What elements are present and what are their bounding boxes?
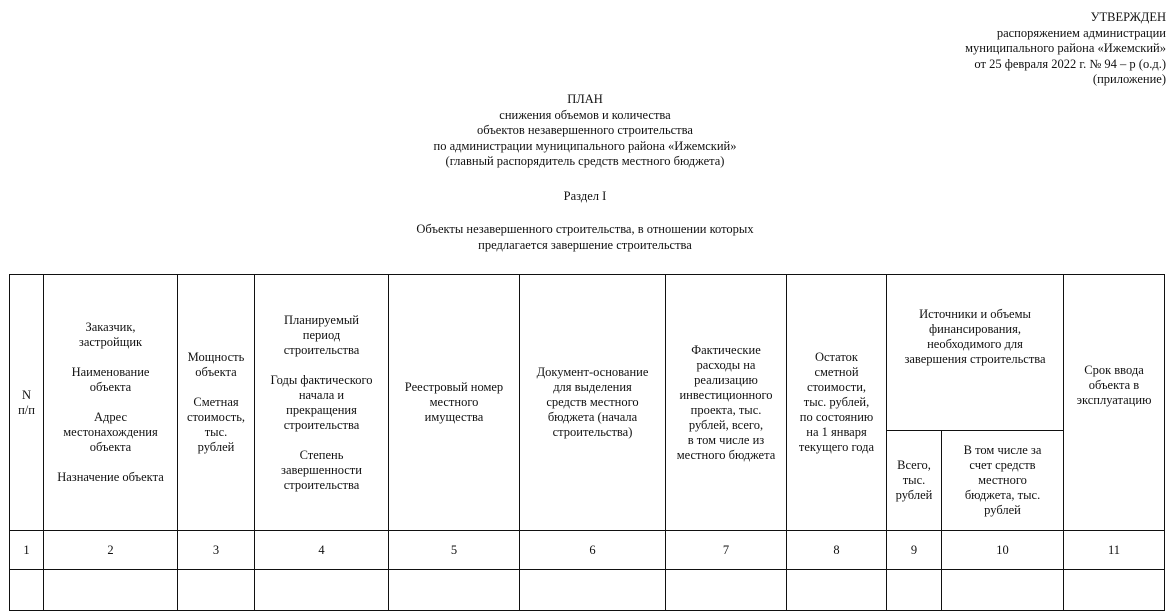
column-number-cell: 8 — [787, 531, 887, 570]
column-number-cell: 6 — [520, 531, 666, 570]
table-header-row — [10, 275, 1165, 431]
header-cell-funding-sources: Источники и объемы финансирования, необходимого для завершения строительства — [887, 275, 1064, 431]
section-desc-line: предлагается завершение строительства — [478, 237, 692, 252]
column-number-cell: 7 — [666, 531, 787, 570]
header-cell-total: Всего, тыс. рублей — [887, 431, 942, 531]
column-number-cell: 3 — [178, 531, 255, 570]
column-number-cell: 5 — [389, 531, 520, 570]
title-line: объектов незавершенного строительства — [477, 123, 693, 137]
column-number-cell: 11 — [1064, 531, 1165, 570]
title-line: снижения объемов и количества — [499, 107, 671, 122]
title-heading: ПЛАН — [567, 92, 603, 106]
header-cell-base-document: Документ-основание для выделения средств местного бюджета (начала строительства) — [520, 275, 666, 531]
document-title — [0, 92, 1170, 170]
header-cell-construction-period: Планируемый период строительства Годы фактического начала и прекращения строительства Степень завершенности строительства — [255, 275, 389, 531]
empty-data-row — [10, 570, 1165, 611]
header-cell-remaining-cost: Остаток сметной стоимости, тыс. рублей, по состоянию на 1 января текущего года — [787, 275, 887, 531]
empty-cell — [787, 570, 887, 611]
approval-date: от 25 февраля 2022 г. № 94 – р (о.д.) — [974, 56, 1166, 71]
title-line: по администрации муниципального района «Ижемский» — [433, 138, 737, 153]
empty-cell — [520, 570, 666, 611]
section-description — [0, 222, 1170, 253]
column-number-cell: 10 — [942, 531, 1064, 570]
empty-cell — [255, 570, 389, 611]
column-number-cell: 9 — [887, 531, 942, 570]
empty-cell — [10, 570, 44, 611]
empty-cell — [178, 570, 255, 611]
approval-line: распоряжением администрации — [996, 25, 1166, 40]
header-cell-capacity-cost: Мощность объекта Сметная стоимость, тыс. рублей — [178, 275, 255, 531]
empty-cell — [389, 570, 520, 611]
section-title: Раздел I — [563, 189, 607, 203]
column-numbers-row — [10, 531, 1165, 570]
approval-heading: УТВЕРЖДЕН — [1090, 10, 1166, 24]
header-cell-commissioning-date: Срок ввода объекта в эксплуатацию — [1064, 275, 1165, 531]
title-line: (главный распорядитель средств местного бюджета) — [445, 154, 725, 168]
approval-line: муниципального района «Ижемский» — [965, 41, 1166, 55]
column-number-cell: 2 — [44, 531, 178, 570]
header-cell-actual-expenses: Фактические расходы на реализацию инвестиционного проекта, тыс. рублей, всего, в том числе из местного бюджета — [666, 275, 787, 531]
header-cell-registry-number: Реестровый номер местного имущества — [389, 275, 520, 531]
empty-cell — [942, 570, 1064, 611]
approval-stamp — [965, 10, 1166, 88]
column-number-cell: 4 — [255, 531, 389, 570]
empty-cell — [666, 570, 787, 611]
header-cell-customer-object: Заказчик, застройщик Наименование объекта Адрес местонахождения объекта Назначение объекта — [44, 275, 178, 531]
header-cell-local-budget: В том числе за счет средств местного бюджета, тыс. рублей — [942, 431, 1064, 531]
plan-table — [9, 274, 1165, 611]
empty-cell — [1064, 570, 1165, 611]
empty-cell — [44, 570, 178, 611]
section-desc-line: Объекты незавершенного строительства, в отношении которых — [416, 222, 754, 236]
header-cell-number: N п/п — [10, 275, 44, 531]
column-number-cell: 1 — [10, 531, 44, 570]
empty-cell — [887, 570, 942, 611]
approval-note: (приложение) — [1092, 72, 1166, 86]
